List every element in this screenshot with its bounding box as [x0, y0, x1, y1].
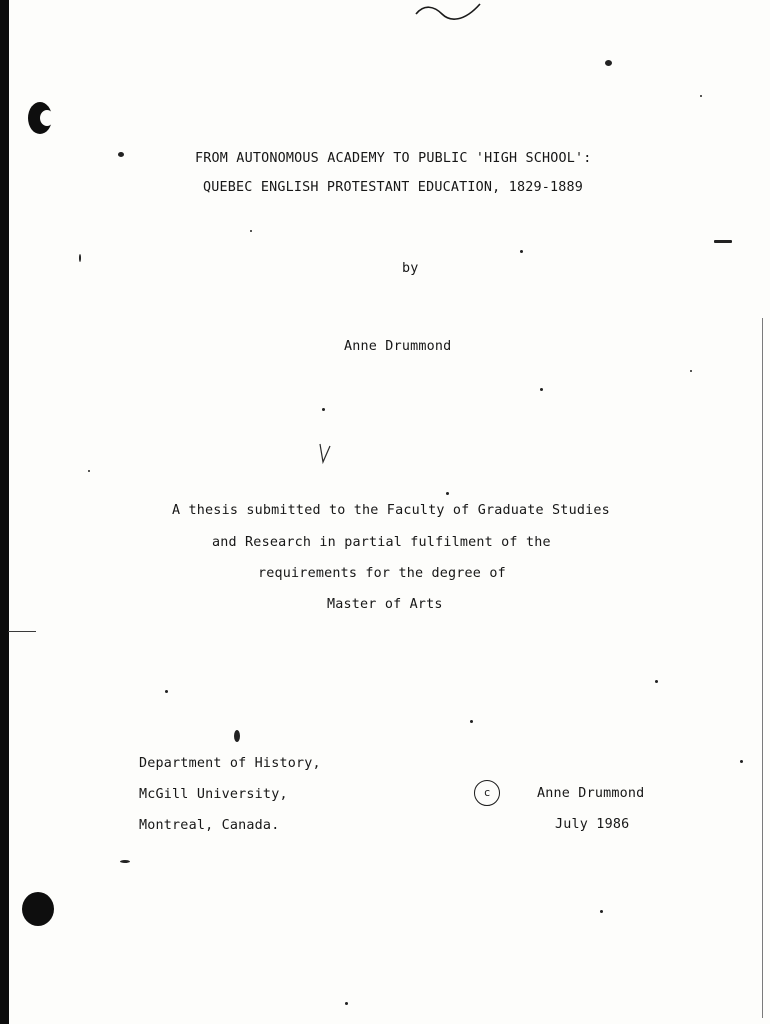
punch-hole-top [28, 102, 52, 134]
copyright-holder: Anne Drummond [537, 786, 645, 801]
copyright-icon: c [474, 780, 500, 806]
pen-scribble [414, 0, 484, 26]
university: McGill University, [139, 787, 288, 802]
pen-tick-mark [317, 440, 333, 466]
author-name: Anne Drummond [344, 339, 452, 354]
punch-hole-bottom [22, 892, 54, 926]
degree-name: Master of Arts [327, 597, 443, 612]
thesis-statement-line-2: and Research in partial fulfilment of the [212, 535, 551, 550]
byline: by [402, 261, 419, 276]
department: Department of History, [139, 756, 321, 771]
title-line-1: FROM AUTONOMOUS ACADEMY TO PUBLIC 'HIGH SCHOOL': [195, 151, 592, 166]
scan-edge-shadow [0, 0, 9, 1024]
thesis-statement-line-1: A thesis submitted to the Faculty of Graduate Studies [172, 503, 610, 518]
copyright-date: July 1986 [555, 817, 630, 832]
thesis-statement-line-3: requirements for the degree of [258, 566, 506, 581]
page-edge-line [762, 318, 763, 1018]
title-line-2: QUEBEC ENGLISH PROTESTANT EDUCATION, 1829-1889 [203, 180, 584, 195]
margin-mark [8, 631, 36, 632]
location: Montreal, Canada. [139, 818, 280, 833]
